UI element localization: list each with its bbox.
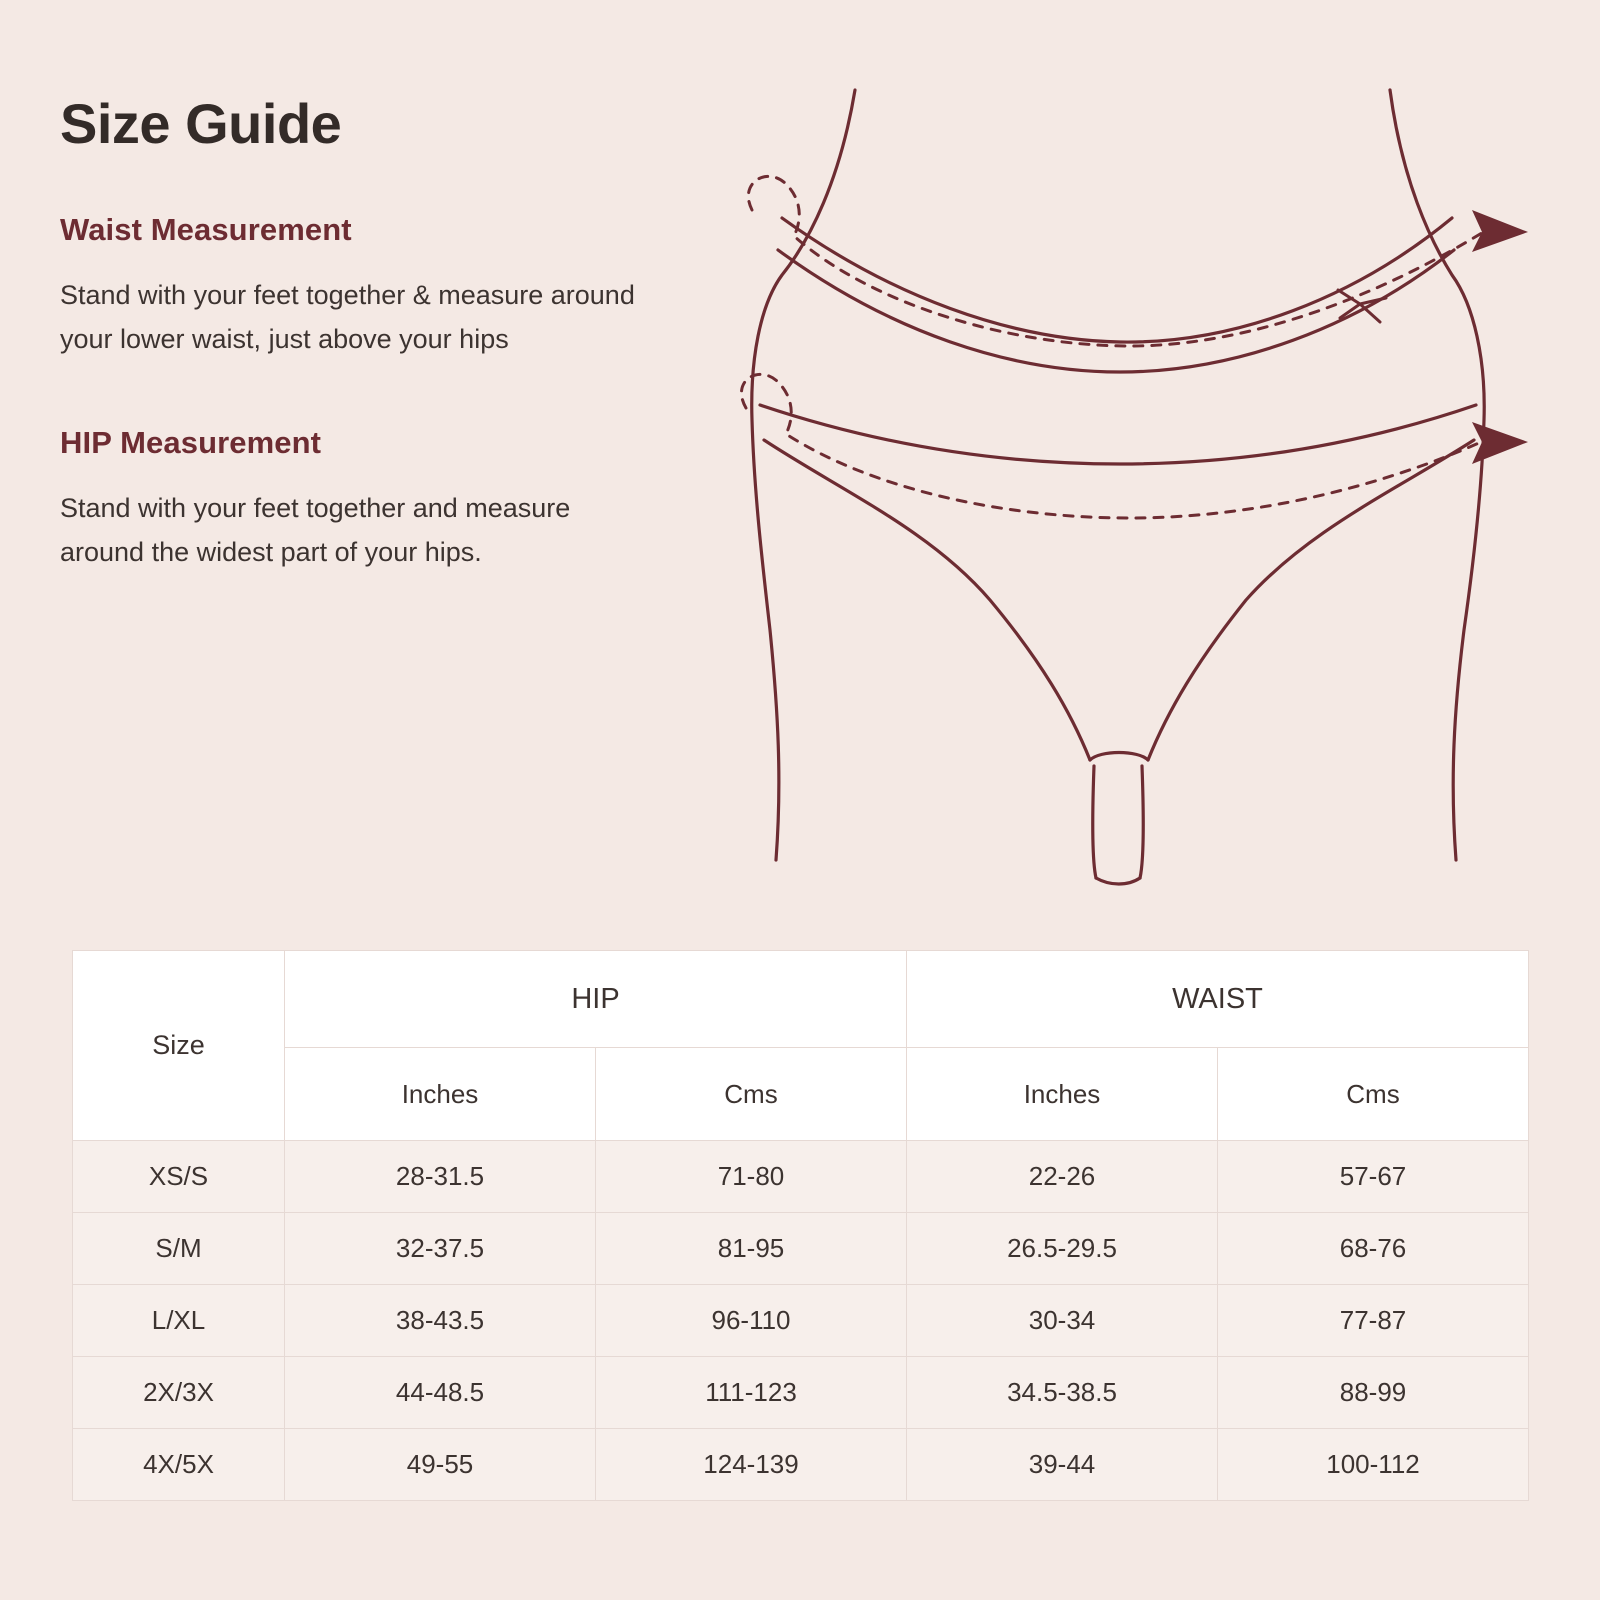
- size-chart-table-container: [72, 950, 1528, 1501]
- header-group-hip: HIP: [285, 951, 907, 1048]
- table-row: [73, 1357, 1529, 1429]
- instructions-column: [60, 92, 700, 575]
- table-body: [73, 1141, 1529, 1501]
- brief-right-leg-opening: [1148, 440, 1474, 760]
- header-waist-inches: Inches: [907, 1048, 1218, 1141]
- cell-waist-inches: 34.5-38.5: [907, 1357, 1218, 1429]
- cell-hip-inches: 44-48.5: [285, 1357, 596, 1429]
- body-diagram-illustration: [690, 60, 1550, 890]
- table-group-header-row: [73, 951, 1529, 1048]
- cell-waist-cms: 88-99: [1218, 1357, 1529, 1429]
- cell-size: L/XL: [73, 1285, 285, 1357]
- page-title: Size Guide: [60, 92, 342, 155]
- cell-waist-inches: 22-26: [907, 1141, 1218, 1213]
- header-hip-cms: Cms: [596, 1048, 907, 1141]
- cell-size: XS/S: [73, 1141, 285, 1213]
- cell-hip-cms: 81-95: [596, 1213, 907, 1285]
- brief-gusset-left: [1093, 766, 1096, 878]
- brief-gusset-bottom: [1096, 878, 1140, 884]
- table-header: [73, 951, 1529, 1141]
- hip-measure-arrow: [1472, 422, 1528, 464]
- brief-gusset: [1090, 753, 1148, 761]
- waistband-top: [782, 218, 1452, 342]
- cell-hip-inches: 38-43.5: [285, 1285, 596, 1357]
- cell-hip-inches: 28-31.5: [285, 1141, 596, 1213]
- cell-hip-inches: 32-37.5: [285, 1213, 596, 1285]
- brief-left-leg-opening: [764, 440, 1090, 760]
- cell-hip-inches: 49-55: [285, 1429, 596, 1501]
- cell-hip-cms: 111-123: [596, 1357, 907, 1429]
- cell-hip-cms: 124-139: [596, 1429, 907, 1501]
- right-body-outline: [1390, 90, 1484, 860]
- waist-measurement-heading: Waist Measurement: [60, 211, 352, 247]
- cell-hip-cms: 96-110: [596, 1285, 907, 1357]
- waist-measurement-text: Stand with your feet together & measure around your lower waist, just above your hips: [60, 279, 635, 354]
- table-row: [73, 1285, 1529, 1357]
- cell-waist-cms: 77-87: [1218, 1285, 1529, 1357]
- brief-gusset-right: [1140, 766, 1143, 878]
- table-unit-header-row: [73, 1048, 1529, 1141]
- cell-size: S/M: [73, 1213, 285, 1285]
- cell-hip-cms: 71-80: [596, 1141, 907, 1213]
- header-waist-cms: Cms: [1218, 1048, 1529, 1141]
- hip-measurement-text: Stand with your feet together and measure around the widest part of your hips.: [60, 493, 571, 567]
- waist-measure-arrow: [1472, 210, 1528, 252]
- cell-waist-cms: 57-67: [1218, 1141, 1529, 1213]
- cell-waist-inches: 26.5-29.5: [907, 1213, 1218, 1285]
- table-row: [73, 1429, 1529, 1501]
- cell-waist-inches: 39-44: [907, 1429, 1218, 1501]
- cell-size: 4X/5X: [73, 1429, 285, 1501]
- cell-waist-inches: 30-34: [907, 1285, 1218, 1357]
- header-group-waist: WAIST: [907, 951, 1529, 1048]
- hip-measurement-heading: HIP Measurement: [60, 425, 322, 461]
- size-chart-table: [72, 950, 1529, 1501]
- cell-waist-cms: 100-112: [1218, 1429, 1529, 1501]
- table-row: [73, 1213, 1529, 1285]
- cell-size: 2X/3X: [73, 1357, 285, 1429]
- table-row: [73, 1141, 1529, 1213]
- brief-top-edge: [760, 405, 1476, 464]
- left-body-outline: [752, 90, 855, 860]
- header-hip-inches: Inches: [285, 1048, 596, 1141]
- header-size: Size: [73, 951, 285, 1141]
- cell-waist-cms: 68-76: [1218, 1213, 1529, 1285]
